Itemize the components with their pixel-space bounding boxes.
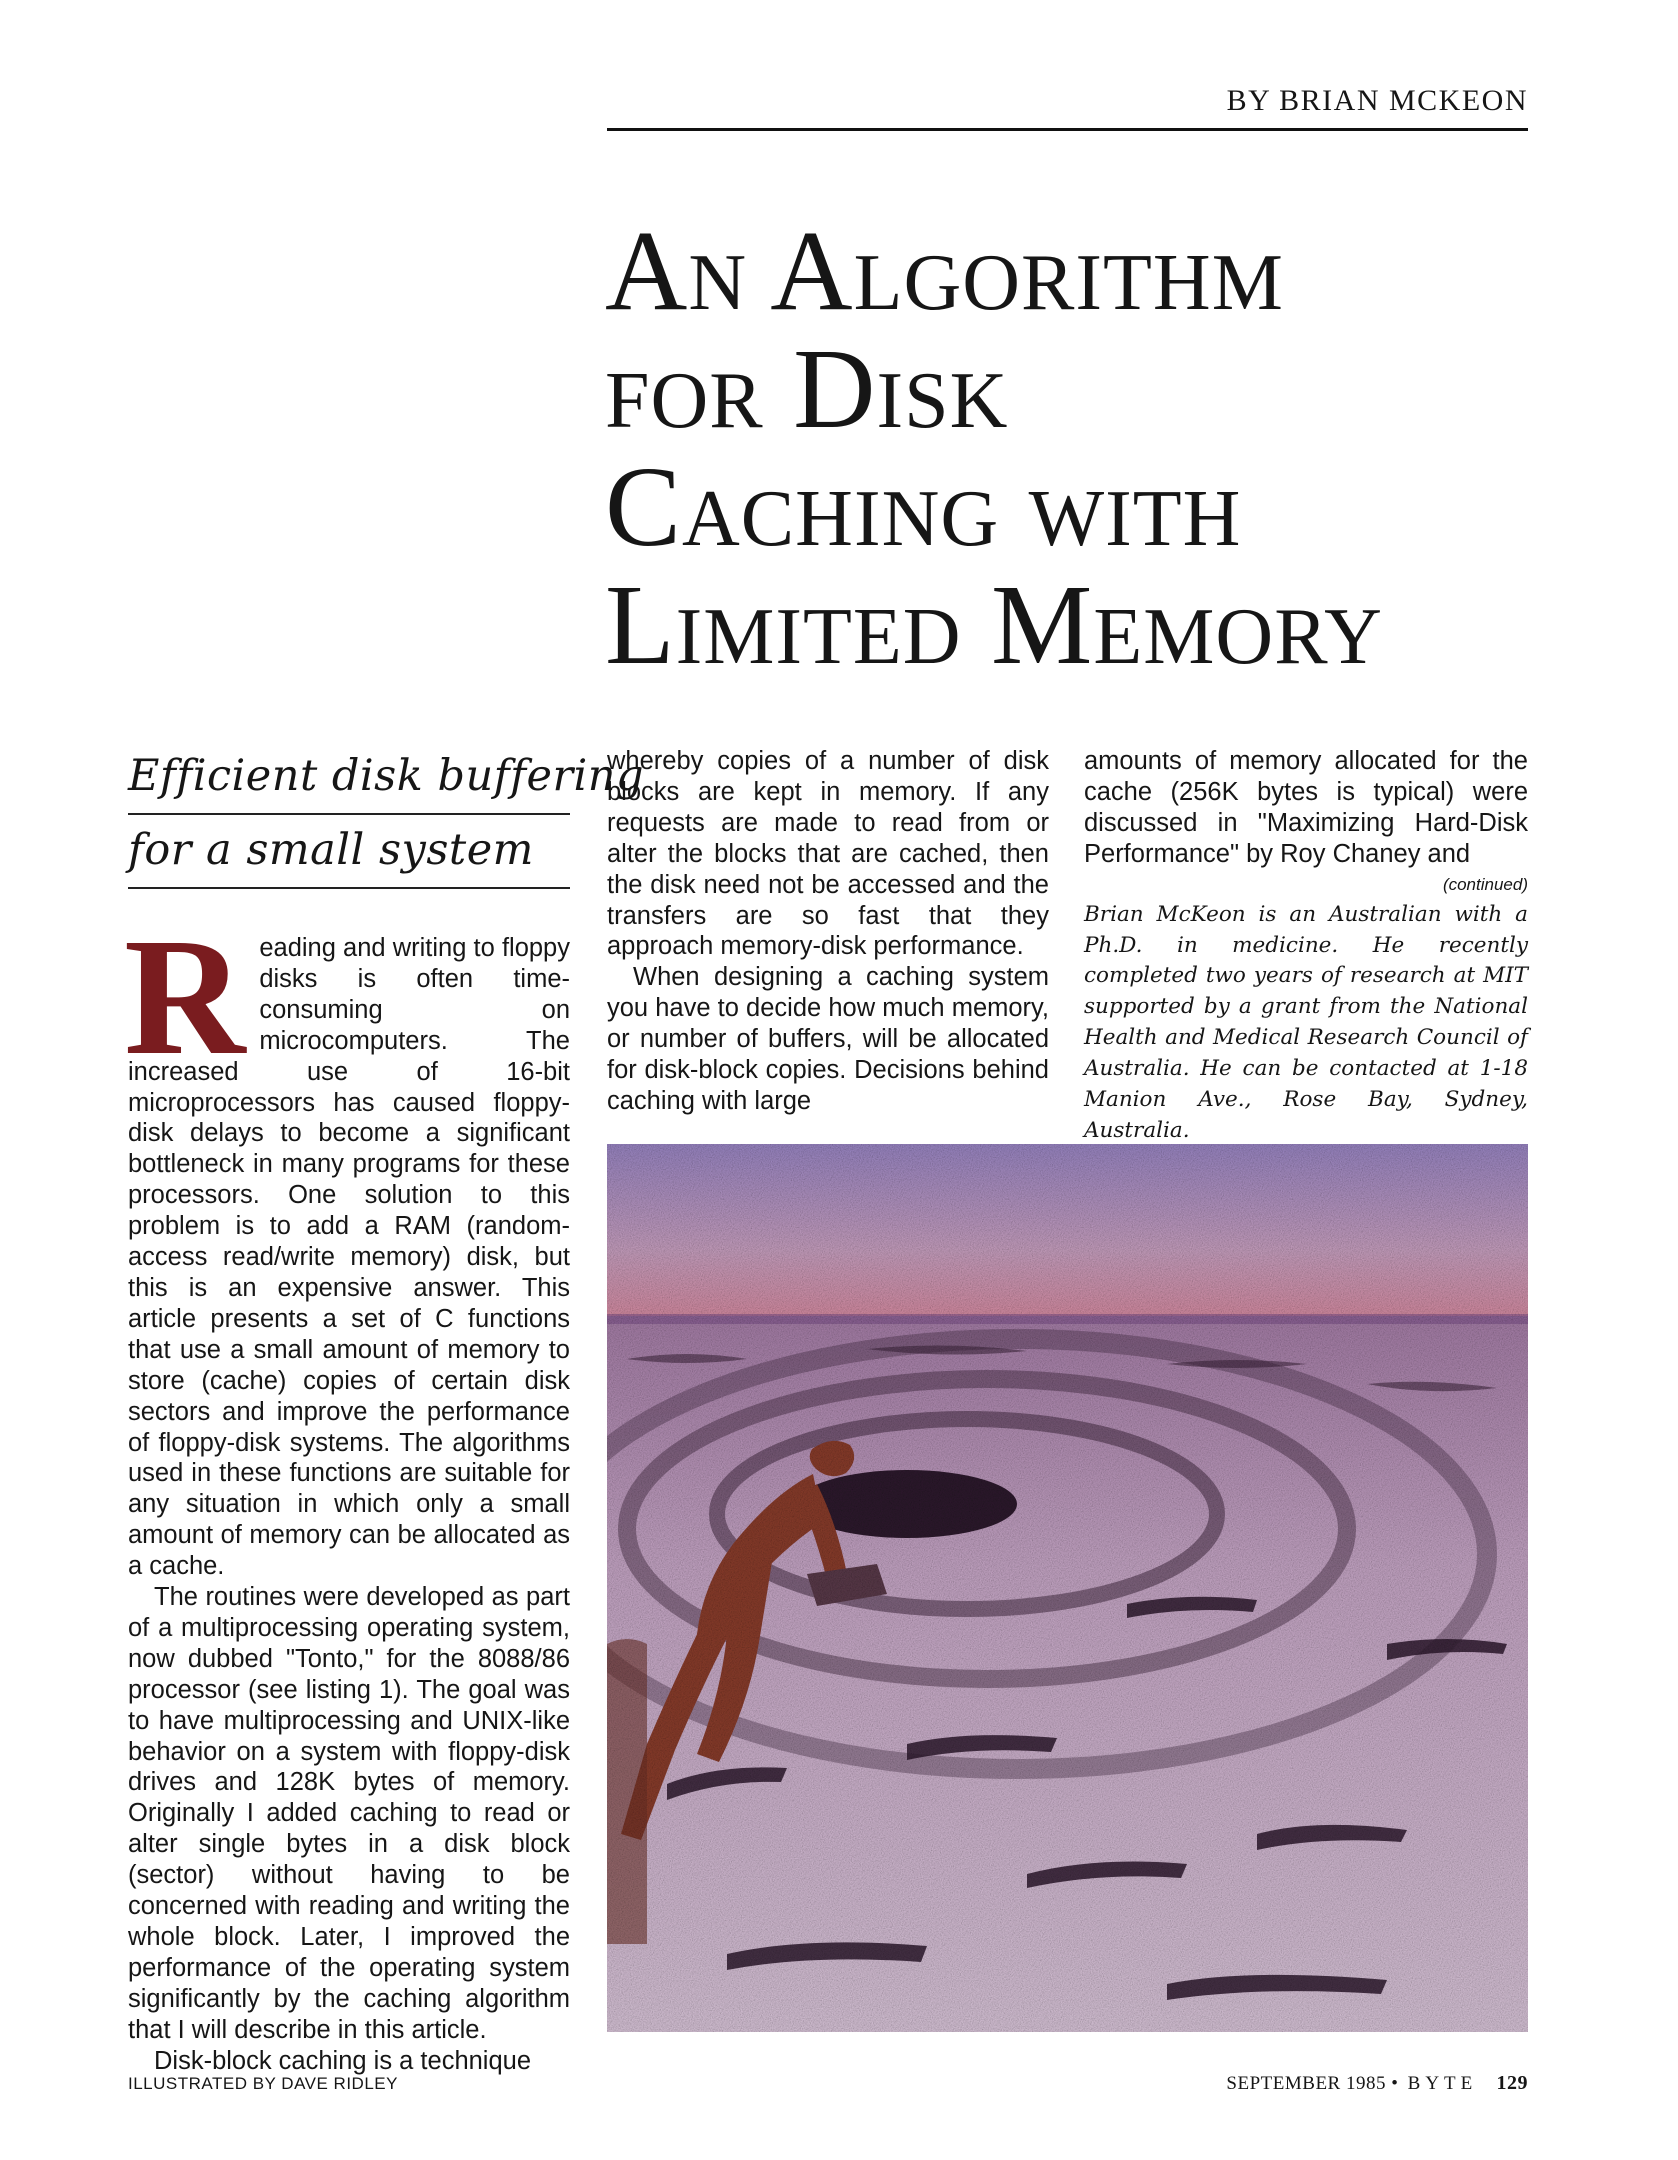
paragraph: whereby copies of a number of disk blocks are kept in memory. If any requests are made to read from or alter the blocks that are cached, then the disk need not be accessed and the transfers are so fast that they approach memory-disk performance. (607, 747, 1049, 961)
body-column-3 (1084, 746, 1528, 1147)
title-line-2: for Disk (605, 325, 1009, 452)
paragraph: amounts of memory allocated for the cache (256K bytes is typical) were discussed in "Maximizing Hard-Disk Performance" by Roy Chaney and (1084, 747, 1528, 868)
paragraph (124, 904, 570, 1582)
magazine-name: BYTE (1407, 2073, 1478, 2094)
article-title (605, 207, 1565, 688)
paragraph: When designing a caching system you have to decide how much memory, or number of buffers, will be allocated for disk-block copies. Decisions behind caching with large (607, 963, 1049, 1115)
body-column-1 (124, 904, 570, 2077)
illustration-drawing (607, 1144, 1528, 2032)
page-footer (1226, 2072, 1528, 2095)
title-line-1: An Algorithm (605, 207, 1284, 334)
illustration-credit: ILLUSTRATED BY DAVE RIDLEY (128, 2074, 398, 2093)
issue-date: SEPTEMBER 1985 (1226, 2073, 1386, 2094)
byline: BY BRIAN MCKEON (1226, 84, 1528, 117)
paragraph: Disk-block caching is a technique (154, 2046, 532, 2075)
deck-line-1: Efficient disk buffering (128, 741, 570, 815)
footer-bullet: • (1391, 2073, 1399, 2094)
paragraph-text: eading and writing to floppy disks is often time-consuming on microcomputers. The increased use of 16-bit microprocessors has caused floppy-disk delays to become a significant bottleneck in many programs for these processors. One solution to this problem is to add a RAM (random-access read/write memory) disk, but this is an expensive answer. This article presents a set of C functions that use a small amount of memory to store (cache) copies of certain disk sectors and improve the performance of floppy-disk systems. The algorithms used in these functions are suitable for any situation in which only a small amount of memory can be allocated as a cache. (128, 934, 570, 1581)
continued-note: (continued) (1442, 874, 1528, 894)
drop-cap: R (124, 904, 246, 1090)
paragraph: The routines were developed as part of a multiprocessing operating system, now dubbed "Tonto," for the 8088/86 processor (see listing 1). The goal was to have multiprocessing and UNIX-like behavior on a system with floppy-disk drives and 128K bytes of memory. Originally I added caching to read or alter single bytes in a disk block (sector) without having to be concerned with reading and writing the whole block. Later, I improved the performance of the operating system significantly by the caching algorithm that I will describe in this article. (128, 1583, 570, 2044)
title-line-3: Caching with (605, 443, 1242, 570)
body-column-2 (607, 746, 1049, 1117)
author-bio: Brian McKeon is an Australian with a Ph.D. in medicine. He recently completed two years of research at MIT supported by a grant from the National Health and Medical Research Council of Australia. He can be contacted at 1-18 Manion Ave., Rose Bay, Sydney, Australia. (1084, 901, 1528, 1143)
deck-line-2: for a small system (128, 815, 570, 889)
page-number: 129 (1496, 2072, 1528, 2094)
illustration (607, 1144, 1528, 2032)
byline-rule (607, 128, 1528, 131)
title-line-4: Limited Memory (605, 561, 1383, 688)
deck (128, 741, 644, 889)
